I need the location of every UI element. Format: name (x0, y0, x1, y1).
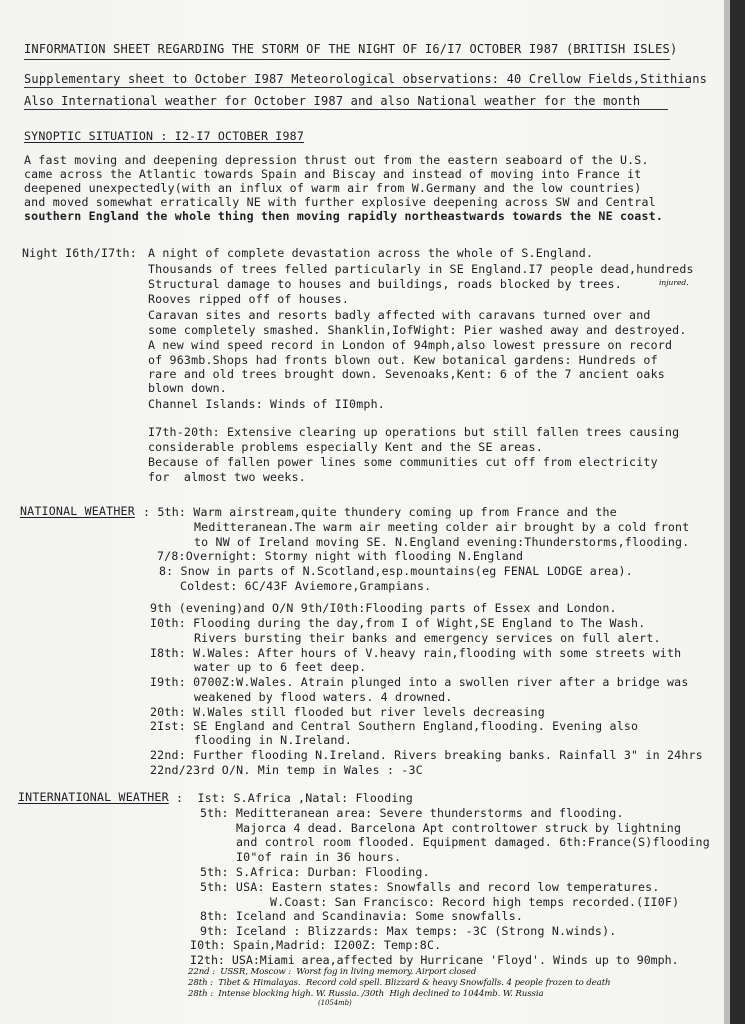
international-line: 5th: Meditteranean area: Severe thunderstorms and flooding. (200, 806, 624, 820)
title-underline (24, 59, 670, 60)
night-line: Structural damage to houses and buildings, roads blocked by trees. (148, 277, 622, 291)
handwritten-note: 28th : Tibet & Himalayas. Record cold spell. Blizzard & heavy Snowfalls. 4 people frozen to death (188, 978, 611, 988)
sheet-title: INFORMATION SHEET REGARDING THE STORM OF THE NIGHT OF I6/I7 OCTOBER I987 (BRITISH ISLES) (24, 42, 678, 56)
international-line: and control room flooded. Equipment damaged. 6th:France(S)flooding (236, 835, 710, 849)
national-line: I8th: W.Wales: After hours of V.heavy rain,flooding with some streets with (150, 646, 682, 660)
national-line: 2Ist: SE England and Central Southern England,flooding. Evening also (150, 719, 639, 733)
synoptic-line: A fast moving and deepening depression thrust out from the eastern seaboard of the U.S. (24, 153, 649, 167)
international-heading: INTERNATIONAL WEATHER (18, 790, 169, 804)
national-line: flooding in N.Ireland. (194, 733, 352, 747)
night-line: A night of complete devastation across the whole of S.England. (148, 246, 594, 260)
national-line: I0th: Flooding during the day,from I of Wight,SE England to The Wash. (150, 616, 646, 630)
night-line: some completely smashed. Shanklin,IofWight: Pier washed away and destroyed. (148, 323, 687, 337)
synoptic-line: and moved somewhat erratically NE with further explosive deepening across SW and Central (24, 195, 656, 209)
scanner-edge (727, 0, 745, 1024)
synoptic-line: southern England the whole thing then moving rapidly northeastwards towards the NE coast. (24, 209, 664, 223)
national-line: weakened by flood waters. 4 drowned. (194, 690, 453, 704)
national-line: to NW of Ireland moving SE. N.England evening:Thunderstorms,flooding. (194, 535, 690, 549)
night-line: Caravan sites and resorts badly affected with caravans turned over and (148, 308, 651, 322)
national-line: 20th: W.Wales still flooded but river levels decreasing (150, 705, 545, 719)
national-line: 9th (evening)and O/N 9th/I0th:Flooding parts of Essex and London. (150, 601, 617, 615)
national-line: I9th: 0700Z:W.Wales. Atrain plunged into a swollen river after a bridge was (150, 675, 689, 689)
aftermath-line: I7th-20th: Extensive clearing up operations but still fallen trees causing (148, 425, 680, 439)
aftermath-line: for almost two weeks. (148, 470, 306, 484)
international-line: 5th: USA: Eastern states: Snowfalls and record low temperatures. (200, 880, 660, 894)
night-label: Night I6th/I7th: (22, 246, 137, 260)
national-line: 22nd/23rd O/N. Min temp in Wales : -3C (150, 763, 423, 777)
international-line: I0"of rain in 36 hours. (236, 850, 402, 864)
national-line: water up to 6 feet deep. (194, 660, 367, 674)
international-line: 5th: S.Africa: Durban: Flooding. (200, 865, 430, 879)
international-line: I0th: Spain,Madrid: I200Z: Temp:8C. (190, 938, 442, 952)
national-line: Coldest: 6C/43F Aviemore,Grampians. (180, 579, 432, 593)
national-line: 22nd: Further flooding N.Ireland. Rivers breaking banks. Rainfall 3" in 24hrs (150, 748, 703, 762)
aftermath-line: Because of fallen power lines some communities cut off from electricity (148, 455, 658, 469)
international-line: : Ist: S.Africa ,Natal: Flooding (176, 791, 413, 805)
national-line: 8: Snow in parts of N.Scotland,esp.mountains(eg FENAL LODGE area). (159, 564, 633, 578)
national-line: Rivers bursting their banks and emergency services on full alert. (194, 631, 661, 645)
synoptic-line: came across the Atlantic towards Spain and Biscay and instead of moving into France it (24, 167, 642, 181)
synoptic-heading: SYNOPTIC SITUATION : I2-I7 OCTOBER I987 (24, 129, 305, 143)
international-line: I2th: USA:Miami area,affected by Hurricane 'Floyd'. Winds up to 90mph. (190, 953, 679, 967)
handwritten-note: 22nd : USSR, Moscow : Worst fog in living memory. Airport closed (188, 967, 477, 977)
subtitle-2-underline (24, 109, 668, 110)
injured-note: injured. (659, 278, 689, 287)
international-line: W.Coast: San Francisco: Record high temps recorded.(II0F) (270, 895, 680, 909)
handwritten-note-pressure: (1054mb) (318, 999, 352, 1007)
international-line: 8th: Iceland and Scandinavia: Some snowfalls. (200, 909, 524, 923)
night-line: of 963mb.Shops had fronts blown out. Kew botanical gardens: Hundreds of (148, 353, 658, 367)
night-line: rare and old trees brought down. Sevenoaks,Kent: 6 of the 7 ancient oaks (148, 367, 665, 381)
handwritten-note: 28th : Intense blocking high. W. Russia. /30th High declined to 1044mb. W. Russia (188, 989, 544, 999)
night-line: A new wind speed record in London of 94mph,also lowest pressure on record (148, 338, 673, 352)
national-line: : 5th: Warm airstream,quite thundery coming up from France and the (143, 505, 617, 519)
subtitle-1: Supplementary sheet to October I987 Meteorological observations: 40 Crellow Fields,Stithians (24, 72, 708, 86)
national-heading: NATIONAL WEATHER (20, 504, 135, 518)
night-line: blown down. (148, 381, 227, 395)
subtitle-1-underline (24, 87, 690, 88)
night-line: Channel Islands: Winds of II0mph. (148, 397, 385, 411)
national-line: 7/8:Overnight: Stormy night with flooding N.England (157, 549, 524, 563)
synoptic-line: deepened unexpectedly(with an influx of warm air from W.Germany and the low countries) (24, 181, 642, 195)
aftermath-line: considerable problems especially Kent and the SE areas. (148, 440, 543, 454)
international-line: 9th: Iceland : Blizzards: Max temps: -3C (Strong N.winds). (200, 924, 617, 938)
subtitle-2: Also International weather for October I987 and also National weather for the month (24, 94, 641, 108)
national-line: Meditteranean.The warm air meeting colder air brought by a cold front (194, 520, 690, 534)
international-line: Majorca 4 dead. Barcelona Apt controltower struck by lightning (236, 821, 682, 835)
night-line: Rooves ripped off of houses. (148, 292, 350, 306)
night-line: Thousands of trees felled particularly in SE England.I7 people dead,hundreds (148, 262, 694, 276)
